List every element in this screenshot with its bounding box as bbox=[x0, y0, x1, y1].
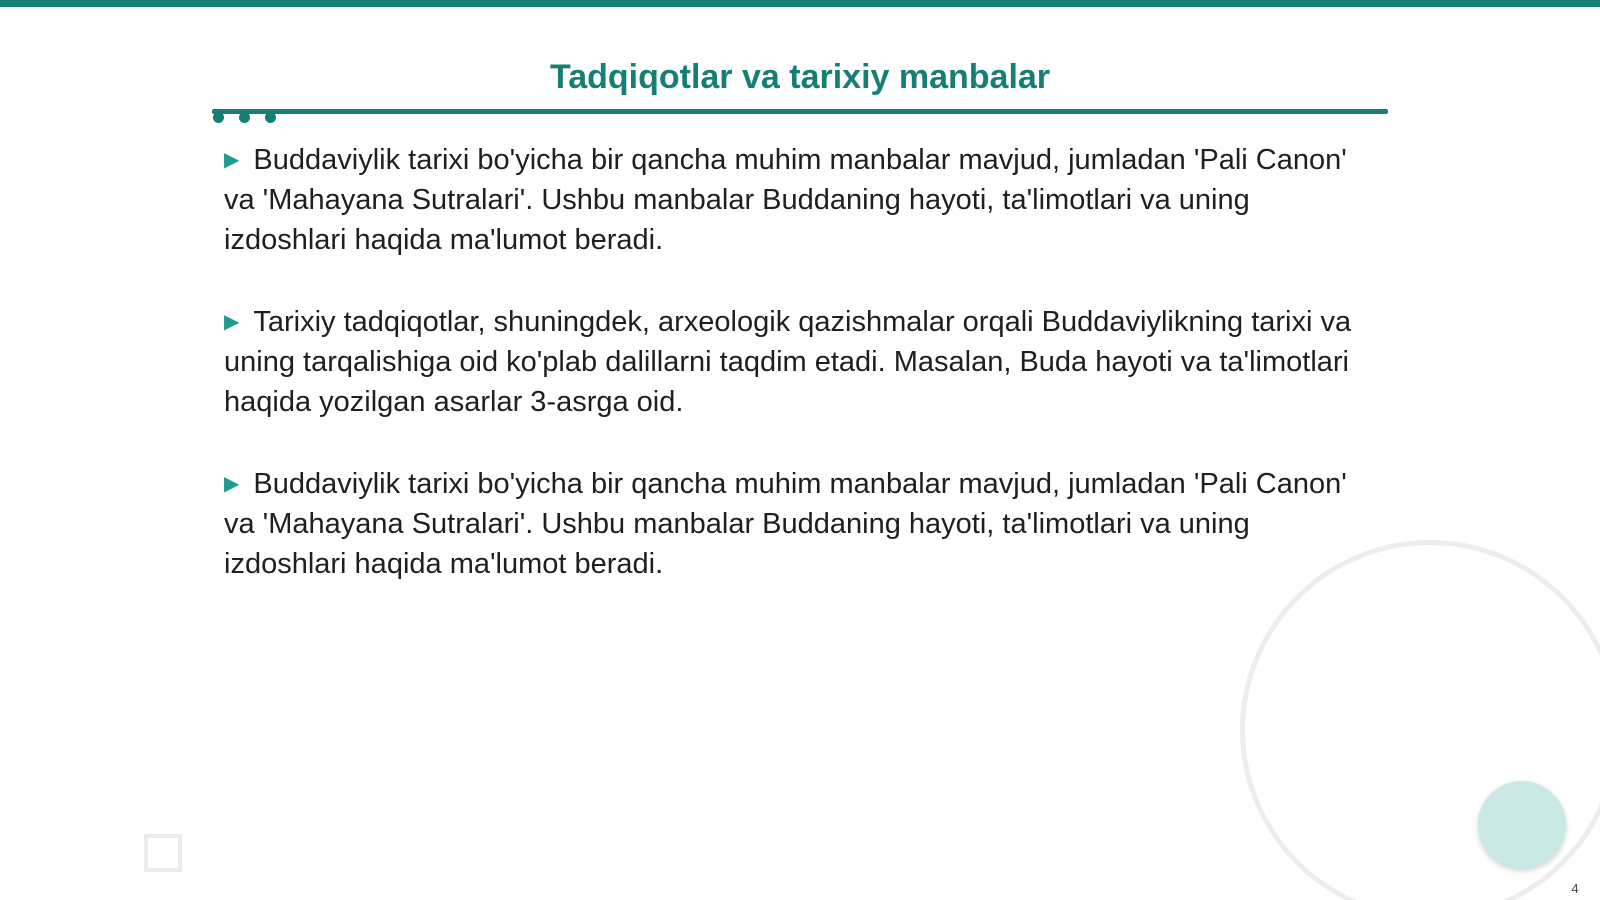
play-triangle-icon: ▶ bbox=[224, 149, 240, 171]
decorative-dot bbox=[213, 112, 224, 123]
bullet-item bbox=[224, 140, 1374, 260]
play-triangle-icon: ▶ bbox=[224, 473, 240, 495]
bullet-text: Buddaviylik tarixi bo'yicha bir qancha muhim manbalar mavjud, jumladan 'Pali Canon' va 'Mahayana Sutralari'. Ushbu manbalar Buddaning hayoti, ta'limotlari va uning izdoshlari haqida ma'lumot beradi. bbox=[224, 144, 1347, 256]
bullet-list bbox=[224, 140, 1374, 626]
play-triangle-icon: ▶ bbox=[224, 311, 240, 333]
top-accent-bar bbox=[0, 0, 1600, 7]
decorative-disc bbox=[1478, 781, 1566, 869]
title-underline bbox=[212, 109, 1388, 114]
decorative-dot bbox=[265, 112, 276, 123]
decorative-square bbox=[144, 834, 182, 872]
bullet-item bbox=[224, 302, 1374, 422]
page-number: 4 bbox=[1571, 881, 1579, 896]
slide-title: Tadqiqotlar va tarixiy manbalar bbox=[549, 58, 1051, 96]
bullet-text: Buddaviylik tarixi bo'yicha bir qancha muhim manbalar mavjud, jumladan 'Pali Canon' va 'Mahayana Sutralari'. Ushbu manbalar Buddaning hayoti, ta'limotlari va uning izdoshlari haqida ma'lumot beradi. bbox=[224, 468, 1347, 580]
bullet-item bbox=[224, 464, 1374, 584]
decorative-dot bbox=[239, 112, 250, 123]
bullet-text: Tarixiy tadqiqotlar, shuningdek, arxeologik qazishmalar orqali Buddaviylikning tarixi va uning tarqalishiga oid ko'plab dalillarni taqdim etadi. Masalan, Buda hayoti va ta'limotlari haqida yozilgan asarlar 3-asrga oid. bbox=[224, 306, 1352, 418]
